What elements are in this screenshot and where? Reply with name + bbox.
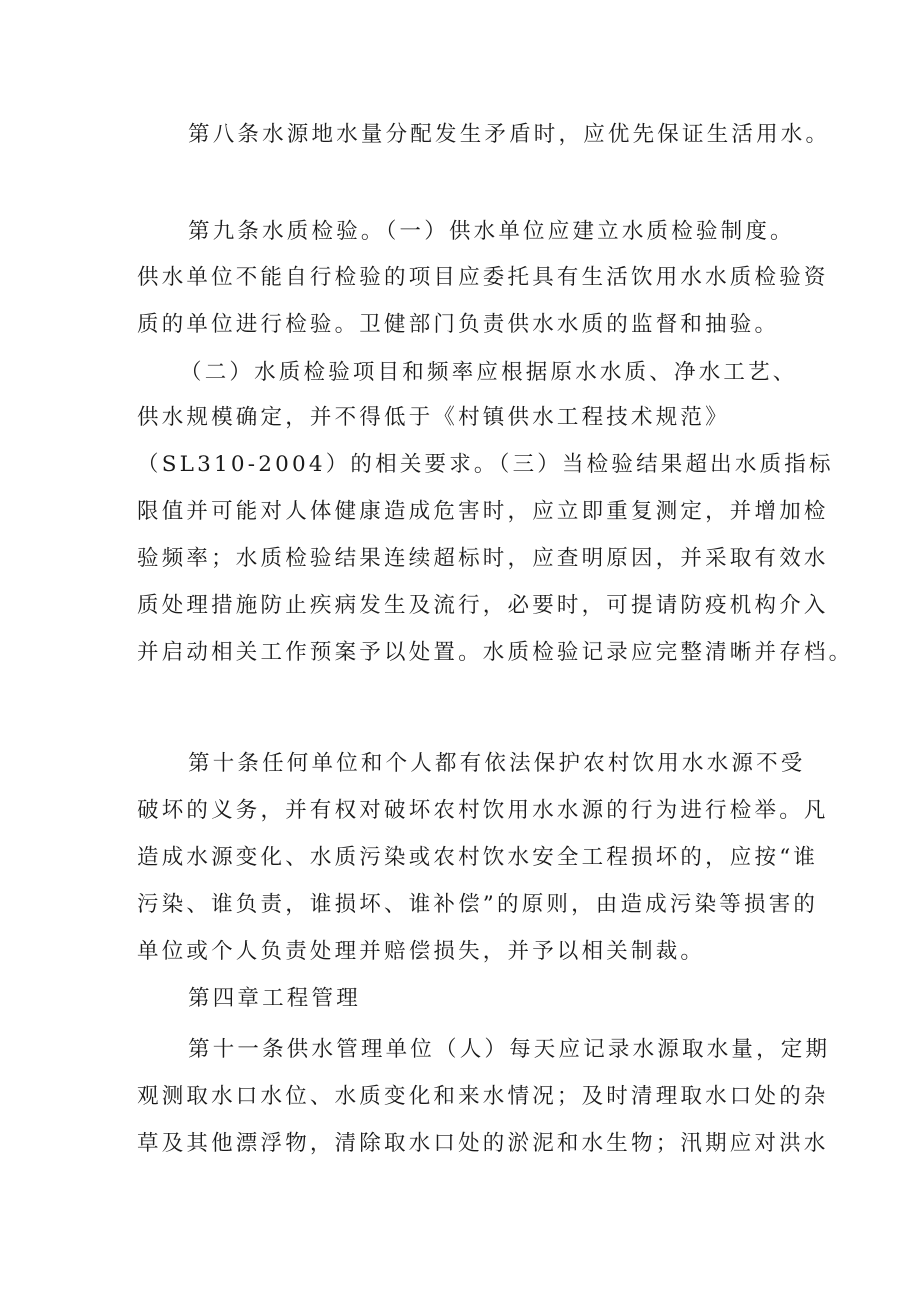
article-10-line-4: 污染、谁负责，谁损坏、谁补偿”的原则，由造成污染等损害的 <box>137 892 819 917</box>
article-10-line-5: 单位或个人负责处理并赔偿损失，并予以相关制裁。 <box>137 939 706 964</box>
article-11-line-1: 第十一条供水管理单位（人）每天应记录水源取水量，定期 <box>188 1037 831 1062</box>
article-11-line-3: 草及其他漂浮物，清除取水口处的淤泥和水生物；汛期应对洪水 <box>137 1131 829 1156</box>
article-9-line-2: 供水单位不能自行检验的项目应委托具有生活饮用水水质检验资 <box>137 265 829 290</box>
article-10-line-3: 造成水源变化、水质污染或农村饮水安全工程损坏的，应按“谁 <box>137 845 819 870</box>
article-9-part2-line-7: 并启动相关工作预案予以处置。水质检验记录应完整清晰并存档。 <box>137 640 854 665</box>
article-11-line-2: 观测取水口水位、水质变化和来水情况；及时清理取水口处的杂 <box>137 1084 829 1109</box>
article-9-part2-line-2: 供水规模确定，并不得低于《村镇供水工程技术规范》 <box>137 405 730 430</box>
article-9-part2-line-6: 质处理措施防止疾病发生及流行，必要时，可提请防疫机构介入 <box>137 593 829 618</box>
article-9-line-1: 第九条水质检验。（一）供水单位应建立水质检验制度。 <box>188 219 795 244</box>
article-9-line-3: 质的单位进行检验。卫健部门负责供水水质的监督和抽验。 <box>137 312 780 337</box>
chapter-4-heading: 第四章工程管理 <box>188 986 361 1011</box>
article-10-line-2: 破坏的义务，并有权对破坏农村饮用水水源的行为进行检举。凡 <box>137 798 829 823</box>
article-9-part2-line-5: 验频率；水质检验结果连续超标时，应查明原因，并采取有效水 <box>137 546 829 571</box>
article-8-line-1: 第八条水源地水量分配发生矛盾时，应优先保证生活用水。 <box>188 122 831 147</box>
article-9-part2-line-3: （SL310-2004）的相关要求。（三）当检验结果超出水质指标 <box>137 452 834 477</box>
article-9-part2-line-1: （二）水质检验项目和频率应根据原水水质、净水工艺、 <box>180 360 798 385</box>
article-9-part2-line-4: 限值并可能对人体健康造成危害时，应立即重复测定，并增加检 <box>137 499 829 524</box>
article-10-line-1: 第十条任何单位和个人都有依法保护农村饮用水水源不受 <box>188 751 806 776</box>
